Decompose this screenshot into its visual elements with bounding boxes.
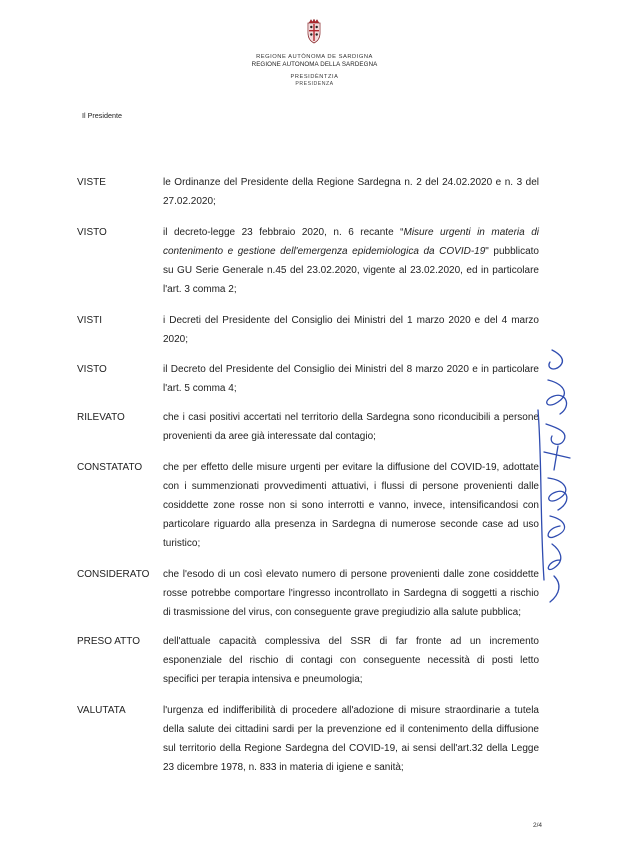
section-text-visto-decreto-legge bbox=[163, 223, 539, 299]
decree-title-part-1: Misure urgenti in materia di bbox=[403, 227, 539, 238]
section-label-visto-dpcm: VISTO bbox=[77, 364, 107, 375]
section-text-considerato bbox=[163, 565, 539, 622]
text-fragment: " pubblicato bbox=[485, 246, 539, 257]
text-line: che l'esodo di un così elevato numero di persone provenienti dalle zone cosiddette bbox=[163, 569, 539, 580]
section-label-constatato: CONSTATATO bbox=[77, 462, 143, 473]
section-text-constatato bbox=[163, 458, 539, 553]
page-number: 2/4 bbox=[532, 822, 542, 829]
section-text-preso-atto bbox=[163, 632, 539, 689]
text-line: turistico; bbox=[163, 538, 201, 549]
section-text-valutata bbox=[163, 701, 539, 777]
text-line: rosse potrebbe comportare l'ingresso incontrollato in Sardegna di soggetti a rischio bbox=[163, 588, 539, 599]
text-line: l'urgenza ed indifferibilità di procedere all'adozione di misure straordinarie a tutela bbox=[163, 705, 539, 716]
text-line: esponenziale del rischio di contagi con conseguente necessità di posti letto bbox=[163, 655, 539, 666]
text-line bbox=[163, 242, 539, 261]
text-line: il decreto-legge 23 febbraio 2020, n. 6 recante “Misure urgenti in materia di bbox=[163, 227, 539, 238]
text-line: dell'attuale capacità complessiva del SSR di far fronte ad un incremento bbox=[163, 636, 539, 647]
section-label-visti: VISTI bbox=[77, 315, 103, 326]
region-coat-of-arms-icon bbox=[305, 18, 323, 44]
signer-label: Il Presidente bbox=[82, 111, 122, 120]
section-label-considerato: CONSIDERATO bbox=[77, 569, 150, 580]
text-line: di trasmissione del virus, con conseguente grave pregiudizio alla salute pubblica; bbox=[163, 607, 521, 618]
section-label-rilevato: RILEVATO bbox=[77, 412, 125, 423]
text-line: particolare riguardo alla presenza in Sardegna di numerose seconde case ad uso bbox=[163, 519, 539, 530]
text-line: cosiddette zone rosse non si sono interrotti e vanno, invece, intensificandosi con bbox=[163, 500, 539, 511]
section-text-visti bbox=[163, 311, 539, 349]
text-line: 2020; bbox=[163, 334, 189, 345]
handwritten-signature bbox=[530, 340, 580, 610]
text-line: sul territorio della Regione Sardegna del COVID-19, ai sensi dell'art.32 della Legge bbox=[163, 743, 539, 754]
text-line: i Decreti del Presidente del Consiglio dei Ministri del 1 marzo 2020 e del 4 marzo bbox=[163, 315, 539, 326]
text-line: l'art. 3 comma 2; bbox=[163, 284, 237, 295]
text-line: il Decreto del Presidente del Consiglio dei Ministri del 8 marzo 2020 e in particolare bbox=[163, 364, 539, 375]
text-line: che per effetto delle misure urgenti per evitare la diffusione del COVID-19, adottate bbox=[163, 462, 539, 473]
text-line: che i casi positivi accertati nel territorio della Sardegna sono riconducibili a persone bbox=[163, 412, 539, 423]
section-text-rilevato bbox=[163, 408, 539, 446]
section-label-visto-decreto-legge: VISTO bbox=[77, 227, 107, 238]
section-label-valutata: VALUTATA bbox=[77, 705, 126, 716]
decree-title-part-2: contenimento e gestione dell'emergenza epidemiologica da COVID-19 bbox=[163, 246, 486, 257]
text-line: provenienti da aree già interessate dal contagio; bbox=[163, 431, 376, 442]
section-label-viste: VISTE bbox=[77, 177, 106, 188]
text-line: su GU Serie Generale n.45 del 23.02.2020, vigente al 23.02.2020, ed in particolare bbox=[163, 265, 539, 276]
section-text-visto-dpcm bbox=[163, 360, 539, 398]
text-line: specifici per terapia intensiva e pneumologia; bbox=[163, 674, 363, 685]
section-label-preso-atto: PRESO ATTO bbox=[77, 636, 140, 647]
section-text-viste bbox=[163, 173, 539, 211]
text-line: l'art. 5 comma 4; bbox=[163, 383, 237, 394]
region-name-italian: REGIONE AUTONOMA DELLA SARDEGNA bbox=[251, 61, 378, 68]
text-fragment: il decreto-legge 23 febbraio 2020, n. 6 recante bbox=[163, 227, 401, 238]
text-line: 23 dicembre 1978, n. 833 in materia di igiene e sanità; bbox=[163, 762, 404, 773]
text-line: con i summenzionati provvedimenti attuativi, i flussi di persone provenienti dalle bbox=[163, 481, 539, 492]
office-name-sardinian: PRESIDÈNTZIA bbox=[290, 74, 339, 80]
office-name-italian: PRESIDENZA bbox=[295, 81, 334, 87]
text-line: 27.02.2020; bbox=[163, 196, 216, 207]
region-name-sardinian: REGIONE AUTÒNOMA DE SARDIGNA bbox=[256, 54, 373, 60]
text-line: le Ordinanze del Presidente della Regione Sardegna n. 2 del 24.02.2020 e n. 3 del bbox=[163, 177, 539, 188]
text-line: della salute dei cittadini sardi per la prevenzione ed il contenimento della diffusione bbox=[163, 724, 539, 735]
